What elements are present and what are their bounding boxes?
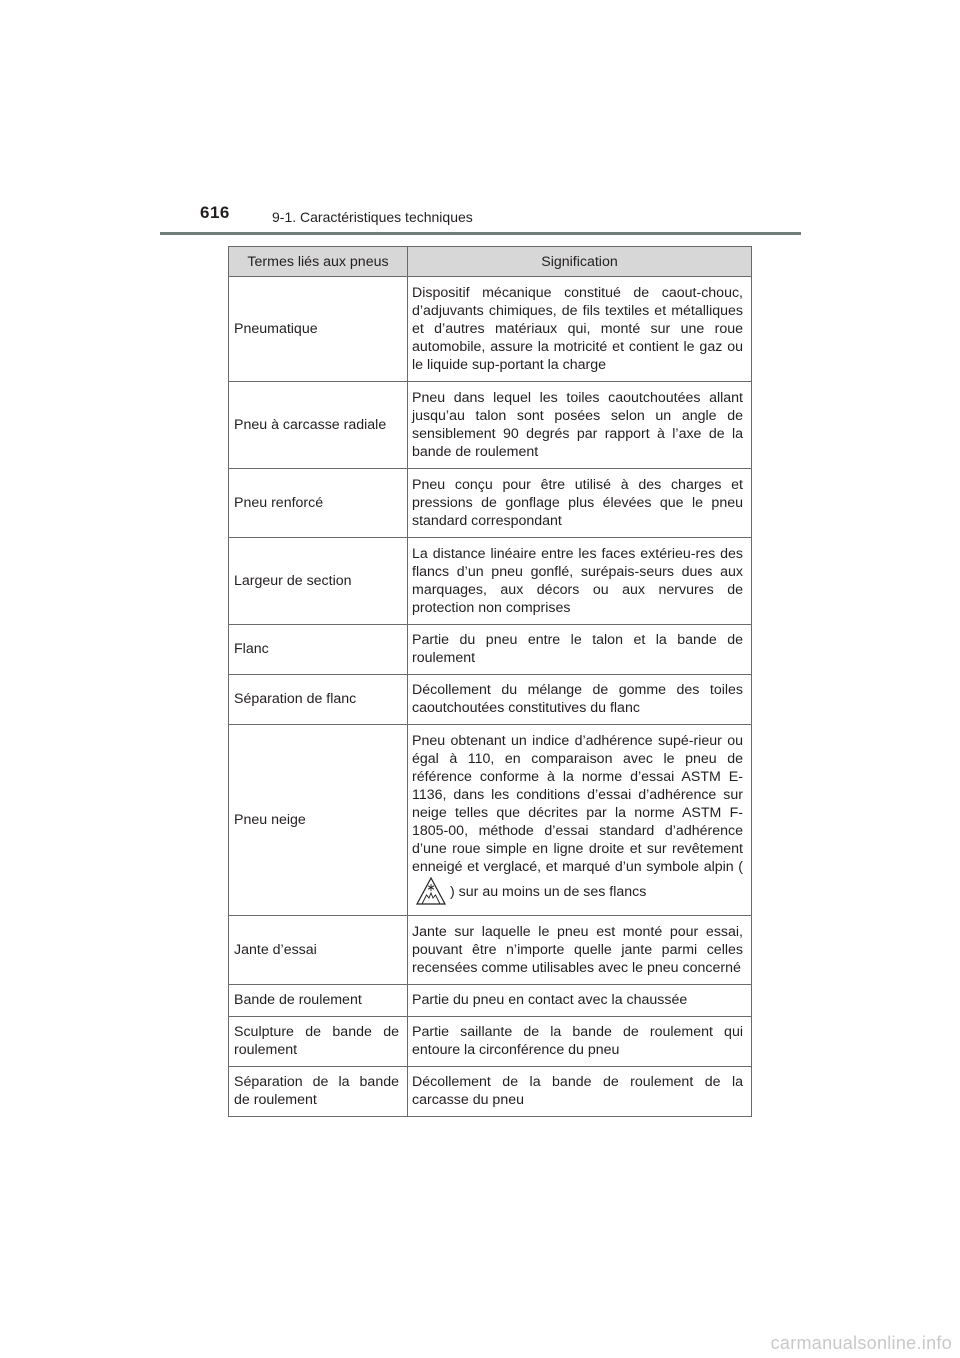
table-row xyxy=(229,725,752,916)
term-cell: Largeur de section xyxy=(229,538,408,625)
term-cell: Pneumatique xyxy=(229,277,408,382)
meaning-text: Pneu obtenant un indice d’adhérence supé-rieur ou égal à 110, en comparaison avec le pneu de référence conforme à la norme d’essai ASTM E-1136, dans les conditions d’essai d’adhérence sur neige telles que décrites par la norme ASTM F-1805-00, méthode d’essai standard d’adhérence d’une roue simple en ligne droite et sur revêtement enneigé et verglacé, et marqué d’un symbole xyxy=(412,733,743,875)
term-cell: Pneu renforcé xyxy=(229,469,408,538)
term-cell: Bande de roulement xyxy=(229,985,408,1017)
table-row xyxy=(229,916,752,985)
term-cell: Pneu à carcasse radiale xyxy=(229,382,408,469)
meaning-text-after-icon: ) sur au moins un de ses flancs xyxy=(450,883,647,900)
term-cell: Jante d’essai xyxy=(229,916,408,985)
table-row xyxy=(229,625,752,675)
watermark: carmanualsonline.info xyxy=(770,1333,952,1353)
table-header-row xyxy=(229,247,752,277)
table-row xyxy=(229,469,752,538)
tire-terms-table xyxy=(228,246,752,1117)
table-row xyxy=(229,985,752,1017)
three-peak-mountain-snowflake-icon xyxy=(414,876,448,906)
table-row xyxy=(229,1067,752,1117)
table-row xyxy=(229,382,752,469)
meaning-cell: Pneu dans lequel les toiles caoutchoutées allant jusqu’au talon sont posées selon un angle de sensiblement 90 degrés par rapport à l’axe de la bande de roulement xyxy=(408,382,752,469)
table-row xyxy=(229,675,752,725)
meaning-cell: Pneu conçu pour être utilisé à des charges et pressions de gonflage plus élevées que le pneu standard correspondant xyxy=(408,469,752,538)
term-cell: Pneu neige xyxy=(229,725,408,916)
header-rule xyxy=(160,232,801,235)
meaning-cell: Partie du pneu entre le talon et la bande de roulement xyxy=(408,625,752,675)
page-number: 616 xyxy=(200,203,230,222)
meaning-cell: Partie du pneu en contact avec la chaussée xyxy=(408,985,752,1017)
meaning-cell: La distance linéaire entre les faces extérieu-res des flancs d’un pneu gonflé, surépais-seurs dues aux marquages, aux décors ou aux nervures de protection non comprises xyxy=(408,538,752,625)
meaning-text-before-icon: alpin ( xyxy=(703,859,743,875)
table-row xyxy=(229,538,752,625)
meaning-cell: Jante sur laquelle le pneu est monté pour essai, pouvant être n’importe quelle jante parmi celles recensées comme utilisables avec le pneu concerné xyxy=(408,916,752,985)
term-cell: Séparation de flanc xyxy=(229,675,408,725)
term-cell: Séparation de la bande de roulement xyxy=(229,1067,408,1117)
column-header-term: Termes liés aux pneus xyxy=(229,247,408,277)
meaning-cell: Partie saillante de la bande de roulement qui entoure la circonférence du pneu xyxy=(408,1017,752,1067)
term-cell: Flanc xyxy=(229,625,408,675)
meaning-cell: Décollement de la bande de roulement de la carcasse du pneu xyxy=(408,1067,752,1117)
meaning-cell: Décollement du mélange de gomme des toiles caoutchoutées constitutives du flanc xyxy=(408,675,752,725)
term-cell: Sculpture de bande de roulement xyxy=(229,1017,408,1067)
table-row xyxy=(229,1017,752,1067)
meaning-cell: Dispositif mécanique constitué de caout-chouc, d’adjuvants chimiques, de fils textiles et métalliques et d’autres matériaux qui, monté sur une roue automobile, assure la motricité et contient le gaz ou le liquide sup-portant la charge xyxy=(408,277,752,382)
section-title: 9-1. Caractéristiques techniques xyxy=(272,209,473,225)
table-row xyxy=(229,277,752,382)
meaning-cell xyxy=(408,725,752,916)
column-header-meaning: Signification xyxy=(408,247,752,277)
